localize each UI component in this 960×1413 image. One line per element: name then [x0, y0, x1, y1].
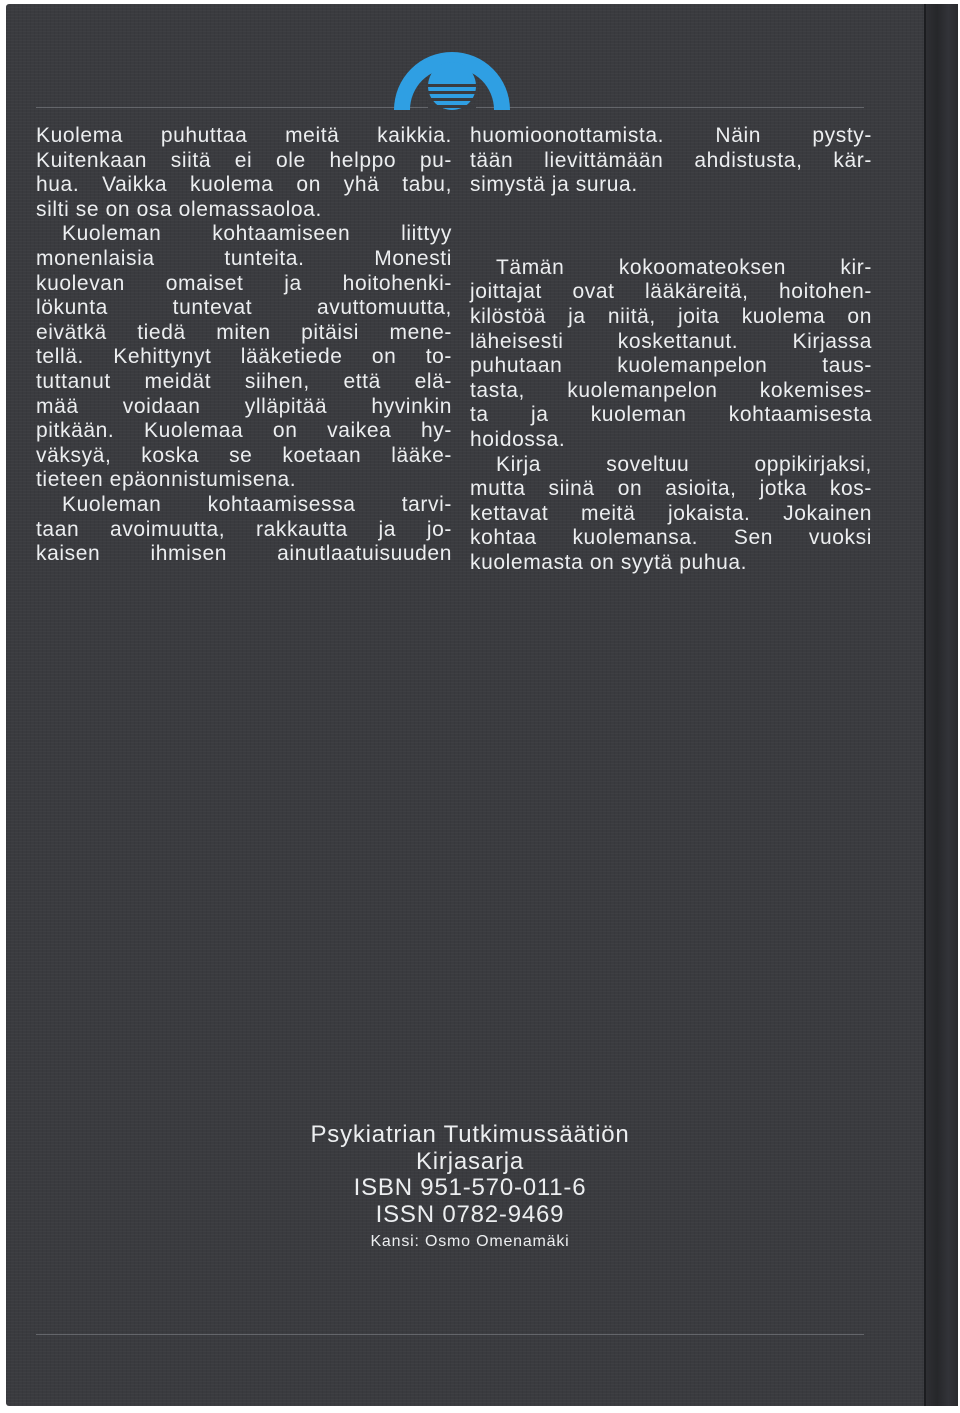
- left-text-column: [36, 124, 452, 567]
- right-line: kettavat meitä jokaista. Jokainen: [470, 501, 872, 525]
- right-line: simystä ja surua.: [470, 173, 638, 197]
- left-line: kuolevan omaiset ja hoitohenki-: [36, 271, 452, 295]
- publisher-logo-icon: [388, 46, 516, 110]
- right-line: hoidossa.: [470, 427, 566, 451]
- left-line: Kuolema puhuttaa meitä kaikkia.: [36, 124, 452, 147]
- right-line: tasta, kuolemanpelon kokemises-: [470, 378, 872, 402]
- left-line: Kuitenkaan siitä ei ole helppo pu-: [36, 148, 452, 172]
- right-line: kuolemasta on syytä puhua.: [470, 550, 748, 574]
- left-line: Kuoleman kohtaamiseen liittyy: [62, 222, 452, 246]
- right-line: huomioonottamista. Näin pysty-: [470, 124, 872, 147]
- right-line: joittajat ovat lääkäreitä, hoitohen-: [470, 280, 872, 304]
- left-line: silti se on osa olemassaoloa.: [36, 197, 322, 221]
- left-line: eivätkä tiedä miten pitäisi mene-: [36, 320, 452, 344]
- bottom-rule: [36, 1334, 864, 1335]
- right-text-column: [470, 124, 872, 576]
- left-line: tuttanut meidät siihen, että elä-: [36, 369, 452, 393]
- right-line: läheisesti koskettanut. Kirjassa: [470, 329, 872, 353]
- colophon: [180, 1122, 760, 1254]
- left-line: taan avoimuutta, rakkautta ja jo-: [36, 517, 452, 541]
- left-line: väksyä, koska se koetaan lääke-: [36, 443, 452, 467]
- left-line: pitkään. Kuolemaa on vaikea hy-: [36, 419, 452, 443]
- paragraph-gap: [470, 198, 872, 256]
- left-line: Kuoleman kohtaamisessa tarvi-: [62, 492, 452, 516]
- issn: ISSN 0782-9469: [375, 1200, 565, 1228]
- left-line: kaisen ihmisen ainutlaatuisuuden: [36, 542, 452, 566]
- left-line: mää voidaan ylläpitää hyvinkin: [36, 394, 452, 418]
- cover-credit: Kansi: Osmo Omenamäki: [370, 1233, 570, 1250]
- series-publisher: Psykiatrian Tutkimussäätiön: [310, 1121, 630, 1148]
- right-line: kilöstöä ja niitä, joita kuolema on: [470, 304, 872, 328]
- left-line: tieteen epäonnistumisena.: [36, 468, 297, 492]
- isbn: ISBN 951-570-011-6: [353, 1174, 587, 1201]
- left-line: tellä. Kehittynyt lääketiede on to-: [36, 345, 452, 369]
- left-line: lökunta tuntevat avuttomuutta,: [36, 296, 452, 320]
- right-line: Tämän kokoomateoksen kir-: [496, 255, 872, 279]
- right-line: ta ja kuoleman kohtaamisesta: [470, 403, 872, 427]
- right-line: Kirja soveltuu oppikirjaksi,: [496, 452, 872, 476]
- left-line: monenlaisia tunteita. Monesti: [36, 246, 452, 270]
- series-name: Kirjasarja: [415, 1147, 525, 1175]
- spine-edge: [924, 4, 958, 1406]
- right-line: puhutaan kuolemanpelon taus-: [470, 354, 872, 378]
- left-line: hua. Vaikka kuolema on yhä tabu,: [36, 173, 452, 197]
- right-line: mutta siinä on asioita, jotka kos-: [470, 477, 872, 501]
- right-line: kohtaa kuolemansa. Sen vuoksi: [470, 526, 872, 550]
- right-line: tään lievittämään ahdistusta, kär-: [470, 148, 872, 172]
